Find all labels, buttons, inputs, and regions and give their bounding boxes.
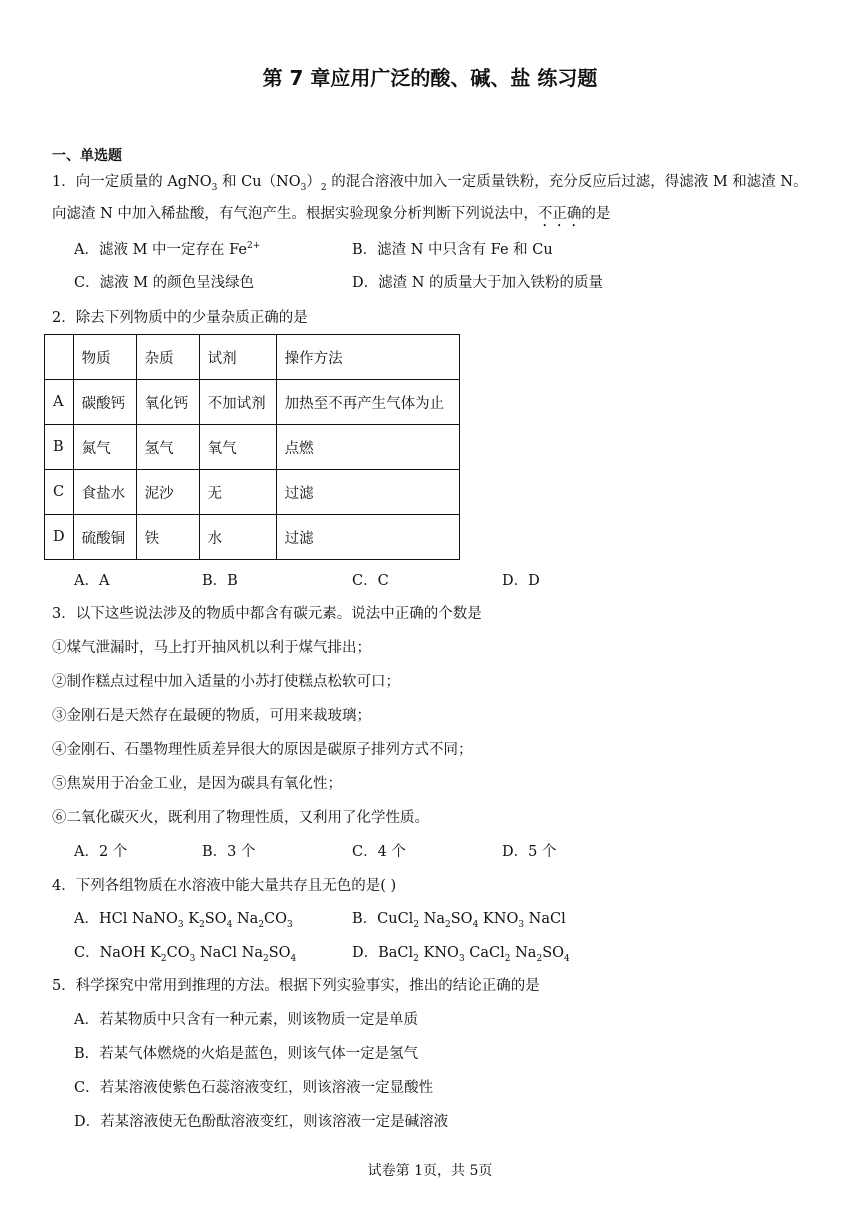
q4-stem: 4．下列各组物质在水溶液中能大量共存且无色的是( ) — [52, 878, 397, 894]
q2-option-b[interactable]: B．B — [202, 573, 238, 589]
table-cell: 杂质 — [136, 335, 199, 380]
q4-option-d[interactable]: D．BaCl$_2$ $KNO_3$ CaCl$_2$ $Na_2SO_4$ — [352, 945, 570, 964]
q3-option-c[interactable]: C．4 个 — [352, 844, 406, 860]
q3-option-d[interactable]: D．5 个 — [502, 844, 557, 860]
table-cell: 碳酸钙 — [73, 380, 136, 425]
q3-item: ①煤气泄漏时，马上打开抽风机以利于煤气排出； — [52, 640, 371, 656]
table-cell: C — [45, 470, 74, 515]
table-row — [45, 425, 460, 470]
q5-option-b[interactable]: B．若某气体燃烧的火焰是蓝色，则该气体一定是氢气 — [74, 1046, 419, 1062]
table-row — [45, 470, 460, 515]
page-title: 第 7 章应用广泛的酸、碱、盐 练习题 — [262, 66, 598, 90]
table-cell: 不加试剂 — [199, 380, 276, 425]
table-cell: 水 — [199, 515, 276, 560]
q4-option-a[interactable]: A．HCl NaNO$_3$ $K_2SO_4$ $Na_2CO_3$ — [74, 911, 293, 930]
q1-option-c[interactable]: C．滤液 M 的颜色呈浅绿色 — [74, 275, 255, 291]
table-row — [45, 515, 460, 560]
table-cell — [45, 335, 74, 380]
q5-option-a[interactable]: A．若某物质中只含有一种元素，则该物质一定是单质 — [74, 1012, 418, 1028]
q3-item: ②制作糕点过程中加入适量的小苏打使糕点松软可口； — [52, 674, 400, 690]
q5-option-d[interactable]: D．若某溶液使无色酚酞溶液变红，则该溶液一定是碱溶液 — [74, 1114, 449, 1130]
q4-option-b[interactable]: B．CuCl$_2$ $Na_2SO_4$ $KNO_3$ NaCl — [352, 911, 566, 930]
q1-option-d[interactable]: D．滤渣 N 的质量大于加入铁粉的质量 — [352, 275, 604, 291]
table-cell: 加热至不再产生气体为止 — [276, 380, 459, 425]
section-heading: 一、单选题 — [52, 148, 122, 164]
table-cell: 泥沙 — [136, 470, 199, 515]
emphasis-text: 不正确 — [537, 206, 582, 222]
table-cell: 试剂 — [199, 335, 276, 380]
q3-item: ⑥二氧化碳灭火，既利用了物理性质，又利用了化学性质。 — [52, 810, 429, 826]
q3-item: ⑤焦炭用于冶金工业，是因为碳具有氧化性； — [52, 776, 342, 792]
q1-option-b[interactable]: B．滤渣 N 中只含有 Fe 和 Cu — [352, 242, 553, 258]
q3-item: ④金刚石、石墨物理性质差异很大的原因是碳原子排列方式不同； — [52, 742, 473, 758]
q2-option-a[interactable]: A．A — [74, 573, 110, 589]
table-cell: 点燃 — [276, 425, 459, 470]
table-cell: 无 — [199, 470, 276, 515]
q3-item: ③金刚石是天然存在最硬的物质，可用来裁玻璃； — [52, 708, 371, 724]
q1-stem-line2: 向滤渣 N 中加入稀盐酸，有气泡产生。根据实验现象分析判断下列说法中，不正确的是 — [52, 206, 611, 222]
table-cell: 氧气 — [199, 425, 276, 470]
table-cell: 过滤 — [276, 515, 459, 560]
table-cell: 氮气 — [73, 425, 136, 470]
table-cell: A — [45, 380, 74, 425]
q3-option-a[interactable]: A．2 个 — [74, 844, 128, 860]
q2-option-d[interactable]: D．D — [502, 573, 540, 589]
table-cell: D — [45, 515, 74, 560]
q2-table — [44, 334, 460, 560]
q1-stem-line1: 1．向一定质量的 AgNO$_3$ 和 $Cu(NO_3)_2$ 的混合溶液中加入一定质量铁粉，充分反应后过滤，得滤液 M 和滤渣 N。 — [52, 174, 808, 193]
q3-stem: 3．以下这些说法涉及的物质中都含有碳元素。说法中正确的个数是 — [52, 606, 482, 622]
q1-option-a[interactable]: A．滤液 M 中一定存在 $Fe^{2+}$ — [74, 241, 261, 258]
table-cell: 操作方法 — [276, 335, 459, 380]
q2-option-c[interactable]: C．C — [352, 573, 389, 589]
table-cell: 氢气 — [136, 425, 199, 470]
table-cell: 过滤 — [276, 470, 459, 515]
table-cell: 硫酸铜 — [73, 515, 136, 560]
table-cell: 铁 — [136, 515, 199, 560]
table-row — [45, 380, 460, 425]
table-cell: 食盐水 — [73, 470, 136, 515]
table-cell: 氧化钙 — [136, 380, 199, 425]
q5-option-c[interactable]: C．若某溶液使紫色石蕊溶液变红，则该溶液一定显酸性 — [74, 1080, 434, 1096]
page-footer: 试卷第 1页，共 5页 — [367, 1163, 493, 1179]
table-cell: 物质 — [73, 335, 136, 380]
table-header-row — [45, 335, 460, 380]
q2-stem: 2．除去下列物质中的少量杂质正确的是 — [52, 310, 308, 326]
q5-stem: 5．科学探究中常用到推理的方法。根据下列实验事实，推出的结论正确的是 — [52, 978, 540, 994]
q4-option-c[interactable]: C．NaOH $K_2CO_3$ NaCl $Na_2SO_4$ — [74, 945, 297, 964]
q3-option-b[interactable]: B．3 个 — [202, 844, 256, 860]
table-cell: B — [45, 425, 74, 470]
